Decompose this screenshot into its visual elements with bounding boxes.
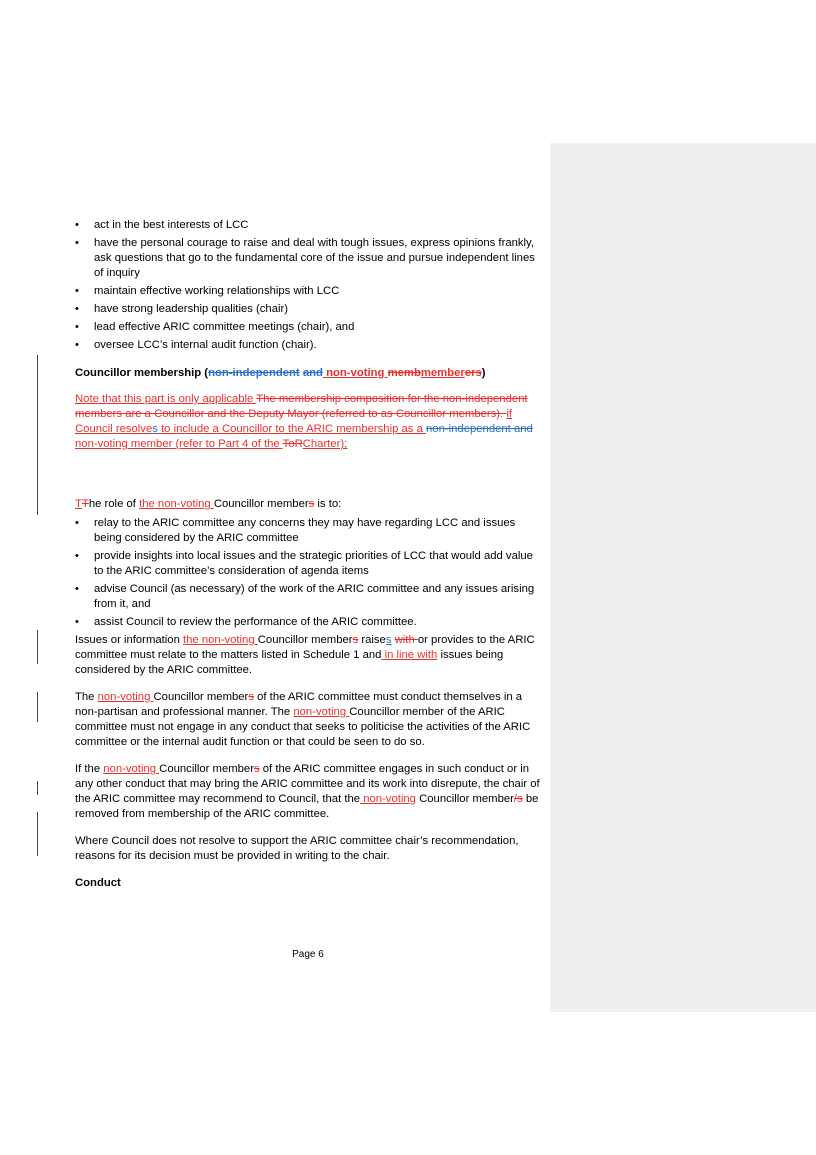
change-bar — [37, 812, 38, 856]
list-item: • oversee LCC’s internal audit function (chair). — [75, 339, 317, 351]
issues-paragraph: Issues or information the non-voting Councillor members raises with or provides to the ARIC committee must relate to the matters listed in Schedule 1 and in line with issues being considered by the ARIC committee. — [75, 634, 535, 676]
list-item: • advise Council (as necessary) of the work of the ARIC committee and any issues arising from it, and — [75, 583, 535, 610]
list-item: • have the personal courage to raise and deal with tough issues, express opinions frankly, ask questions that go to the fundamental core of the issue and pursue independent lines of inquiry — [75, 237, 535, 279]
role-intro: TThe role of the non-voting Councillor members is to: — [75, 498, 342, 510]
list-item: • assist Council to review the performance of the ARIC committee. — [75, 616, 417, 628]
change-bar — [37, 630, 38, 664]
conduct-heading: Conduct — [75, 877, 121, 889]
list-item: • provide insights into local issues and the strategic priorities of LCC that would add value to the ARIC committee’s consideration of agenda items — [75, 550, 533, 577]
intro-bullet-list — [75, 218, 543, 353]
page-number: Page 6 — [292, 949, 324, 960]
section-heading: Councillor membership (non-independent and non-voting membmemberers) — [75, 367, 486, 379]
change-bar — [37, 692, 38, 722]
list-item: • act in the best interests of LCC — [75, 219, 249, 231]
conduct-paragraph: The non-voting Councillor members of the ARIC committee must conduct themselves in a non-partisan and professional manner. The non-voting Councillor member of the ARIC committee must not engage in any conduct that seeks to politicise the activities of the ARIC committee or the internal audit function or that could be seen to do so. — [75, 691, 531, 748]
list-item: • maintain effective working relationships with LCC — [75, 285, 340, 297]
document-body — [75, 218, 543, 891]
tracked-note-paragraph: Note that this part is only applicable The membership composition for the non-independent members are a Councillor and the Deputy Mayor (referred to as Councillor members). if Council resolves to include a Councillor to the ARIC membership as a non-independent and non-voting member (refer to Part 4 of the ToRCharter); — [75, 393, 533, 450]
change-bar — [37, 781, 38, 795]
list-item: • have strong leadership qualities (chair) — [75, 303, 289, 315]
where-paragraph: Where Council does not resolve to support the ARIC committee chair’s recommendation, reasons for its decision must be provided in writing to the chair. — [75, 835, 519, 862]
role-bullet-list — [75, 516, 543, 630]
list-item: • lead effective ARIC committee meetings (chair), and — [75, 321, 355, 333]
change-bar — [37, 355, 38, 515]
list-item: • relay to the ARIC committee any concerns they may have regarding LCC and issues being considered by the ARIC committee — [75, 517, 516, 544]
disrepute-paragraph: If the non-voting Councillor members of the ARIC committee engages in such conduct or in any other conduct that may bring the ARIC committee and its work into disrepute, the chair of the ARIC committee may recommend to Council, that the non-voting Councillor member/s be removed from membership of the ARIC committee. — [75, 763, 540, 820]
comment-pane — [550, 143, 816, 1012]
